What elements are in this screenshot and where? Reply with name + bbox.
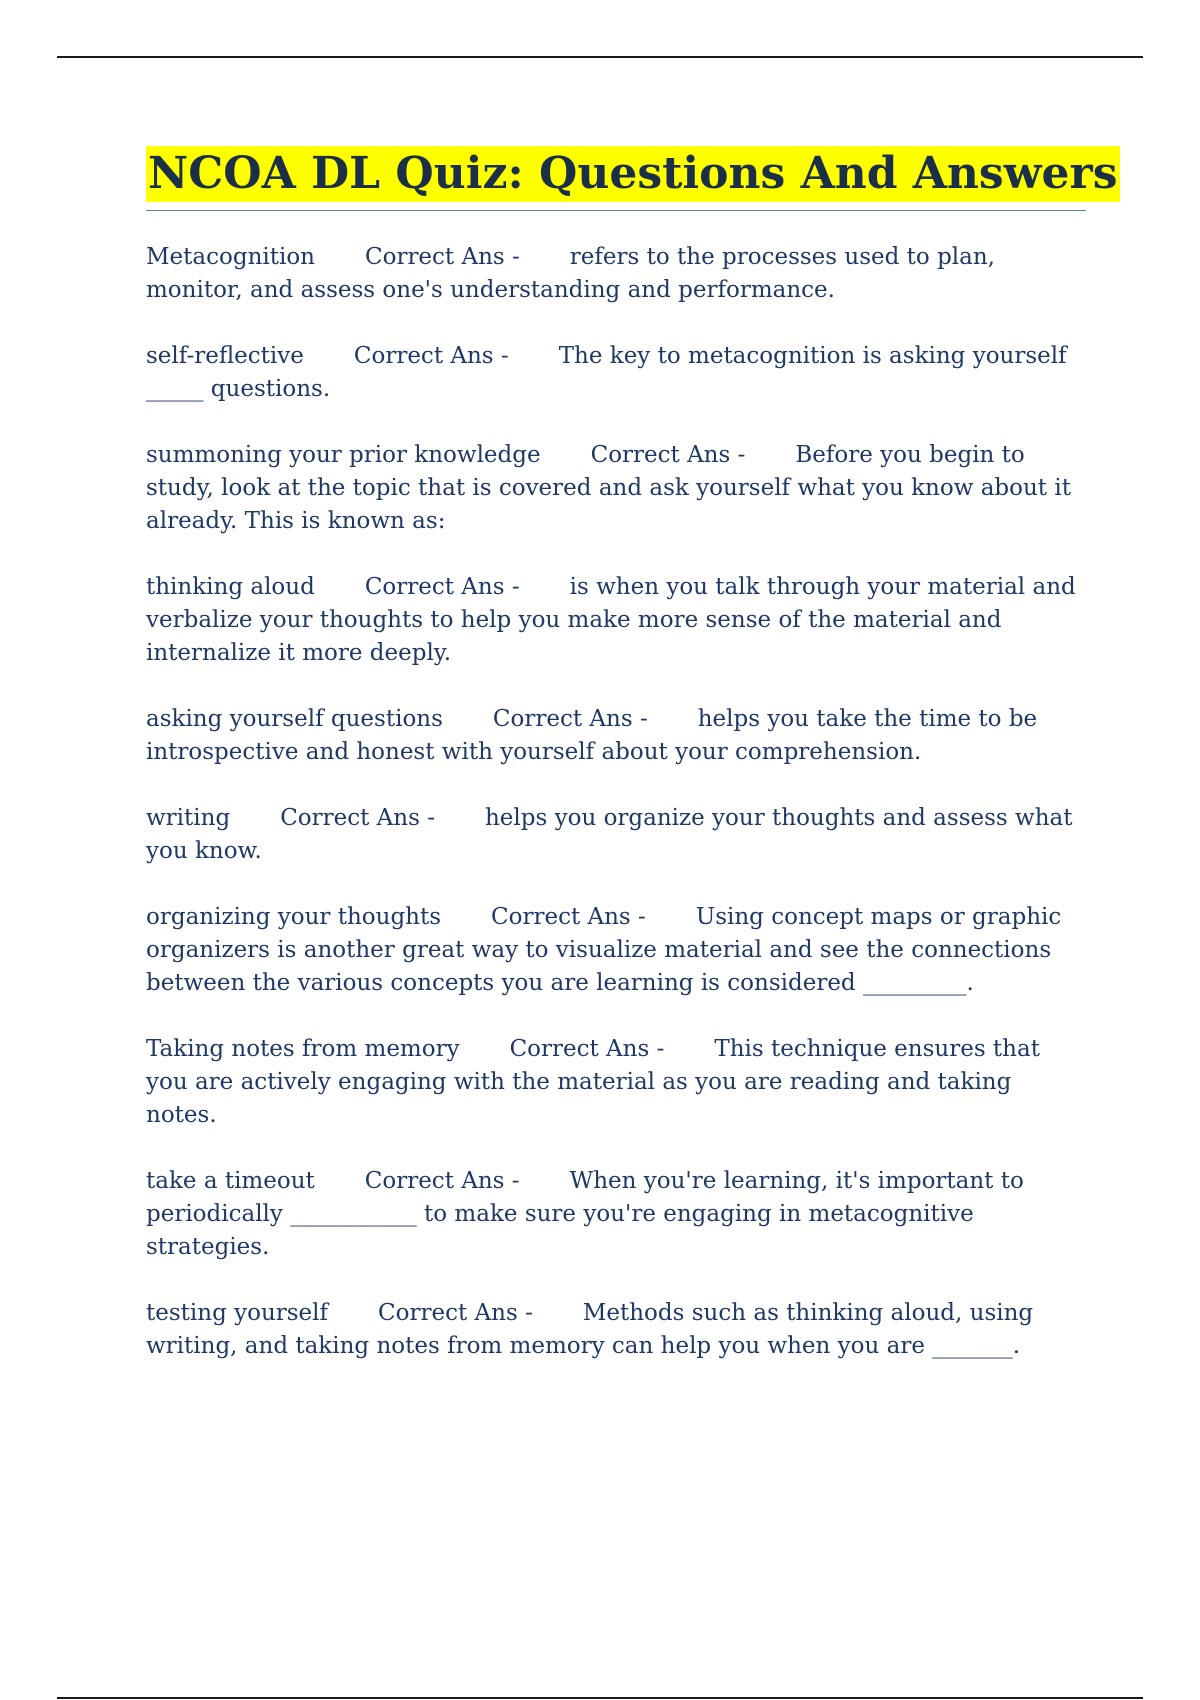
qa-separator: Correct Ans - <box>364 574 520 600</box>
qa-separator: Correct Ans - <box>491 904 646 930</box>
qa-separator: Correct Ans - <box>590 442 746 468</box>
qa-term: self-reflective <box>146 343 304 369</box>
qa-answer: Methods such as thinking aloud, using writing, and taking notes from memory can help you when you are _______. <box>146 1300 1034 1359</box>
qa-answer: Using concept maps or graphic organizers is another great way to visualize material and see the connections between the various concepts you are learning is considered _________. <box>146 904 1062 996</box>
qa-term: Taking notes from memory <box>146 1036 460 1062</box>
qa-answer: refers to the processes used to plan, monitor, and assess one's understanding and performance. <box>146 244 995 303</box>
qa-answer: helps you take the time to be introspective and honest with yourself about your comprehension. <box>146 706 1038 765</box>
qa-term: testing yourself <box>146 1300 329 1326</box>
qa-item <box>146 241 1086 307</box>
qa-term: organizing your thoughts <box>146 904 442 930</box>
qa-answer: The key to metacognition is asking yourself _____ questions. <box>146 343 1067 402</box>
qa-separator: Correct Ans - <box>365 244 520 270</box>
qa-separator: Correct Ans - <box>364 1168 520 1194</box>
qa-term: writing <box>146 805 231 831</box>
qa-separator: Correct Ans - <box>353 343 509 369</box>
qa-item <box>146 1033 1086 1132</box>
qa-list <box>146 241 1086 1363</box>
qa-separator: Correct Ans - <box>378 1300 533 1326</box>
header-rule <box>57 56 1143 58</box>
document-title: NCOA DL Quiz: Questions And Answers <box>146 146 1120 202</box>
qa-answer: Before you begin to study, look at the topic that is covered and ask yourself what you know about it already. This is known as: <box>146 442 1071 534</box>
qa-separator: Correct Ans - <box>280 805 435 831</box>
title-block <box>146 146 1118 211</box>
qa-item <box>146 901 1086 1000</box>
qa-separator: Correct Ans - <box>492 706 648 732</box>
qa-item <box>146 1297 1086 1363</box>
qa-term: asking yourself questions <box>146 706 443 732</box>
qa-separator: Correct Ans - <box>509 1036 665 1062</box>
qa-term: take a timeout <box>146 1168 315 1194</box>
qa-item <box>146 703 1086 769</box>
qa-answer: is when you talk through your material and verbalize your thoughts to help you make more sense of the material and internalize it more deeply. <box>146 574 1076 666</box>
document-body <box>146 146 1118 1363</box>
qa-term: Metacognition <box>146 244 315 270</box>
qa-item <box>146 439 1086 538</box>
qa-item <box>146 340 1086 406</box>
qa-answer: This technique ensures that you are actively engaging with the material as you are reading and taking notes. <box>146 1036 1040 1128</box>
qa-item <box>146 802 1086 868</box>
qa-item <box>146 571 1086 670</box>
footer-rule <box>57 1697 1143 1699</box>
qa-term: summoning your prior knowledge <box>146 442 541 468</box>
qa-answer: helps you organize your thoughts and assess what you know. <box>146 805 1073 864</box>
qa-answer: When you're learning, it's important to periodically ___________ to make sure you're engaging in metacognitive strategies. <box>146 1168 1024 1260</box>
qa-term: thinking aloud <box>146 574 315 600</box>
qa-item <box>146 1165 1086 1264</box>
